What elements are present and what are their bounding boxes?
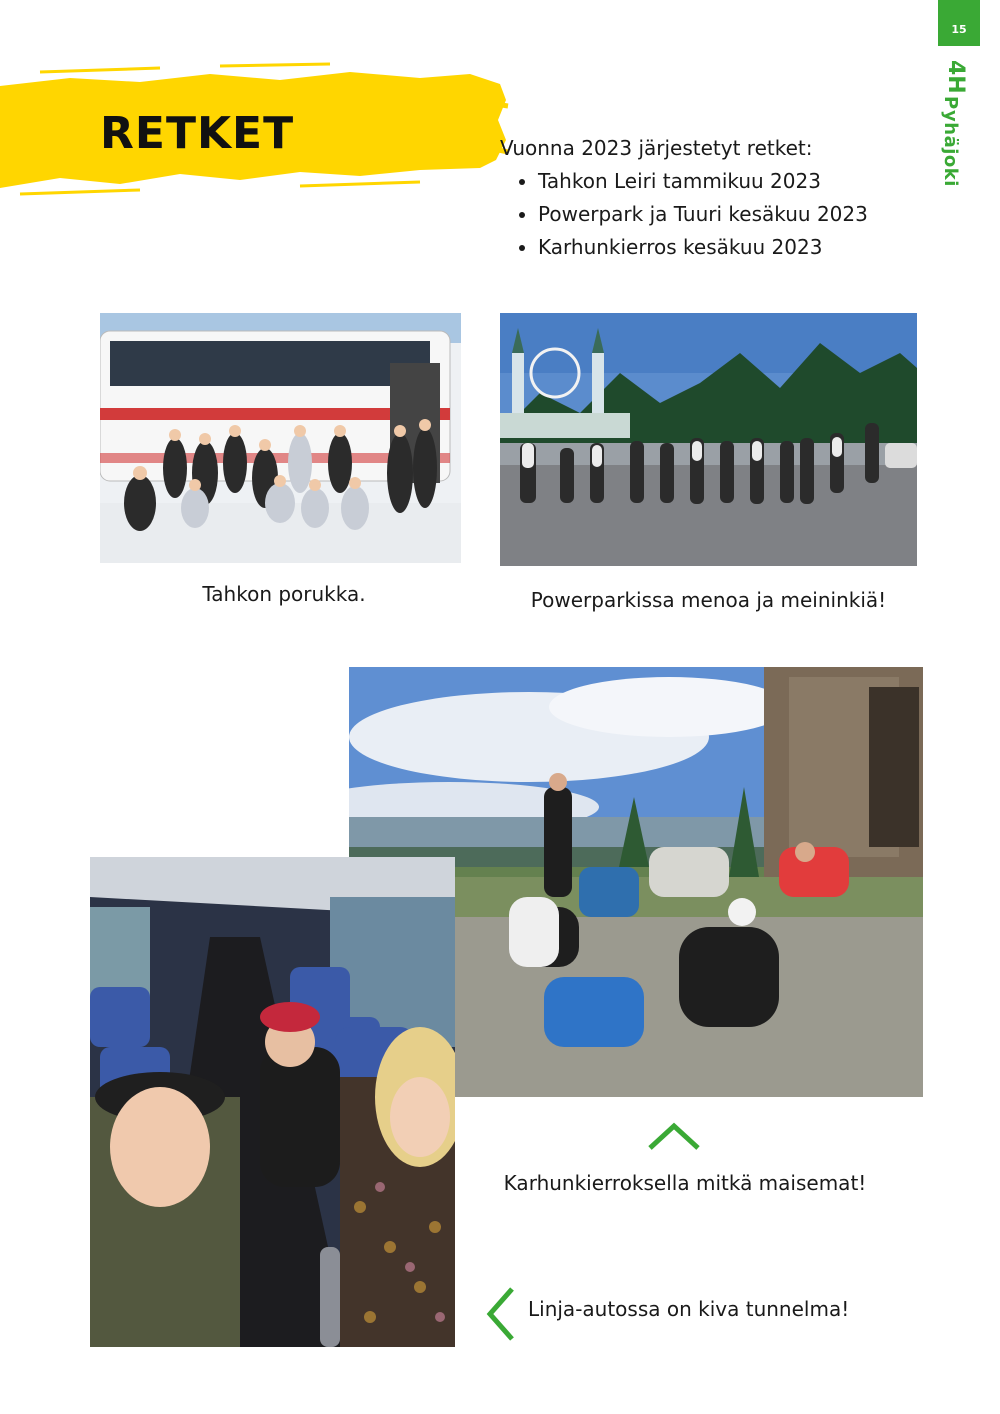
page-number-tab xyxy=(938,0,980,46)
list-item: • Powerpark ja Tuuri kesäkuu 2023 xyxy=(538,198,868,231)
caption-powerpark: Powerparkissa menoa ja meininkiä! xyxy=(530,588,887,612)
caption-karhunkierros: Karhunkierroksella mitkä maisemat! xyxy=(503,1171,867,1195)
intro-section xyxy=(500,132,868,264)
photo-tahko-group xyxy=(100,313,461,563)
chevron-up-icon xyxy=(646,1120,702,1152)
page-number: 15 xyxy=(951,23,967,36)
svg-text:4H: 4H xyxy=(943,60,968,94)
caption-bus: Linja-autossa on kiva tunnelma! xyxy=(528,1297,850,1321)
list-item: • Karhunkierros kesäkuu 2023 xyxy=(538,231,868,264)
brand-name: Pyhäjoki xyxy=(940,96,961,187)
chevron-left-icon xyxy=(484,1285,516,1343)
list-item: • Tahkon Leiri tammikuu 2023 xyxy=(538,165,868,198)
photo-bus-selfie xyxy=(90,857,455,1347)
intro-lead: Vuonna 2023 järjestetyt retket: xyxy=(500,136,813,160)
trip-list xyxy=(500,165,868,264)
caption-tahko: Tahkon porukka. xyxy=(202,582,366,606)
brand-logo xyxy=(936,56,976,196)
photo-powerpark xyxy=(500,313,917,566)
page-title: RETKET xyxy=(100,108,295,159)
